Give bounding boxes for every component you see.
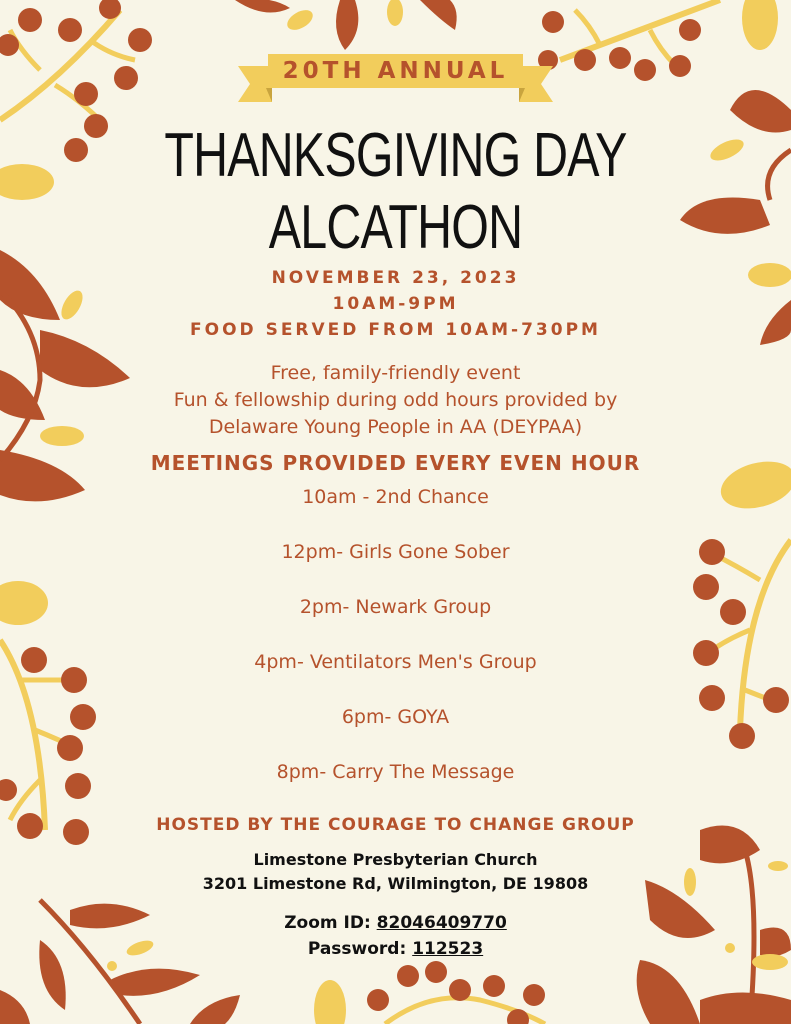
zoom-id-label: Zoom ID:: [284, 913, 371, 933]
meeting-item: 2pm- Newark Group: [299, 596, 492, 618]
event-date: NOVEMBER 23, 2023: [271, 268, 520, 288]
berry-branch-icon: [538, 0, 720, 81]
event-hours: 10AM-9PM: [332, 294, 459, 314]
annual-ribbon-banner: [238, 50, 553, 104]
meeting-item: 12pm- Girls Gone Sober: [281, 541, 510, 563]
event-title-2: [0, 193, 791, 262]
hosted-by: HOSTED BY THE COURAGE TO CHANGE GROUP: [156, 815, 635, 835]
venue-address: 3201 Limestone Rd, Wilmington, DE 19808: [202, 874, 589, 893]
zoom-id-line: [0, 913, 791, 933]
title-line-1: THANKSGIVING DAY: [164, 121, 627, 190]
zoom-password-label: Password:: [307, 939, 407, 959]
title-line-2: ALCATHON: [268, 193, 523, 262]
zoom-password-link[interactable]: 112523: [412, 939, 484, 959]
description-line: Fun & fellowship during odd hours provided by: [173, 389, 618, 411]
description-line: Delaware Young People in AA (DEYPAA): [208, 416, 583, 438]
venue-name: Limestone Presbyterian Church: [253, 850, 538, 869]
zoom-password-line: [0, 939, 791, 959]
meeting-item: 8pm- Carry The Message: [276, 761, 515, 783]
meeting-item: 4pm- Ventilators Men's Group: [254, 651, 537, 673]
berry-branch-icon: [367, 961, 545, 1024]
zoom-id-link[interactable]: 82046409770: [376, 913, 507, 933]
banner-text: 20TH ANNUAL: [282, 58, 509, 84]
meeting-item: 6pm- GOYA: [341, 706, 450, 728]
food-served: FOOD SERVED FROM 10AM-730PM: [190, 320, 601, 340]
description-line: Free, family-friendly event: [270, 362, 521, 384]
meetings-heading: MEETINGS PROVIDED EVERY EVEN HOUR: [150, 451, 641, 475]
meeting-item: 10am - 2nd Chance: [302, 486, 489, 508]
event-title: [0, 121, 791, 190]
